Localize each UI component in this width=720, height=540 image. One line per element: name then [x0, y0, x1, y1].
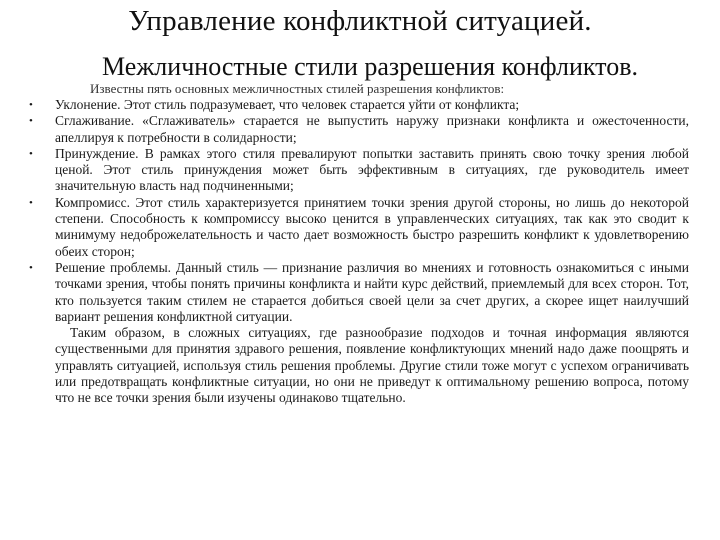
list-item	[29, 145, 689, 195]
list-item	[29, 113, 689, 146]
list-item-text: Сглаживание. «Сглаживатель» старается не выпустить наружу признаки конфликта и ожесточенности, апеллируя к потребности в солидарности;	[55, 113, 689, 145]
slide-title: Управление конфликтной ситуацией.	[128, 5, 592, 37]
bullet-icon: •	[29, 147, 33, 160]
list-item-text: Компромисс. Этот стиль характеризуется принятием точки зрения другой стороны, но лишь до некоторой степени. Способность к компромиссу высоко ценится в управленческих ситуациях, так как это сводит к минимуму недоброжелательность и часто дает возможность быстро разрешить конфликт к удовлетворению обеих сторон;	[55, 194, 689, 259]
bullet-icon: •	[29, 196, 33, 209]
bullet-icon: •	[29, 99, 33, 111]
list-item	[29, 194, 689, 260]
list-item	[29, 97, 689, 113]
list-item-text: Принуждение. В рамках этого стиля превалируют попытки заставить принять свою точку зрения любой ценой. Этот стиль принуждения может быть эффективным в ситуациях, где руководитель имеет значительную власть над подчиненными;	[55, 145, 689, 194]
conclusion-paragraph: Таким образом, в сложных ситуациях, где разнообразие подходов и точная информация являются существенными для принятия здравого решения, появление конфликтующих мнений надо даже поощрять и управлять ситуацией, используя стиль решения проблемы. Другие стили тоже могут с успехом ограничивать или предотвращать конфликтные ситуации, но они не приведут к оптимальному решению вопроса, потому что не все точки зрения были изучены одинаково тщательно.	[55, 325, 689, 406]
bullet-icon: •	[29, 115, 33, 128]
intro-text: Известны пять основных межличностных стилей разрешения конфликтов:	[90, 81, 505, 96]
list-item-text: Решение проблемы. Данный стиль — признание различия во мнениях и готовность ознакомиться с иными точками зрения, чтобы понять причины конфликта и найти курс действий, приемлемый для всех сторон. Тот, кто пользуется таким стилем не старается добиться своей цели за счет других, а скорее ищет наилучший вариант решения конфликтной ситуации.	[55, 259, 689, 324]
list-item-text: Уклонение. Этот стиль подразумевает, что человек старается уйти от конфликта;	[55, 97, 520, 112]
bullet-icon: •	[29, 261, 33, 274]
content-body	[29, 97, 689, 407]
list-item	[29, 259, 689, 325]
slide-subtitle: Межличностные стили разрешения конфликтов.	[102, 52, 638, 81]
